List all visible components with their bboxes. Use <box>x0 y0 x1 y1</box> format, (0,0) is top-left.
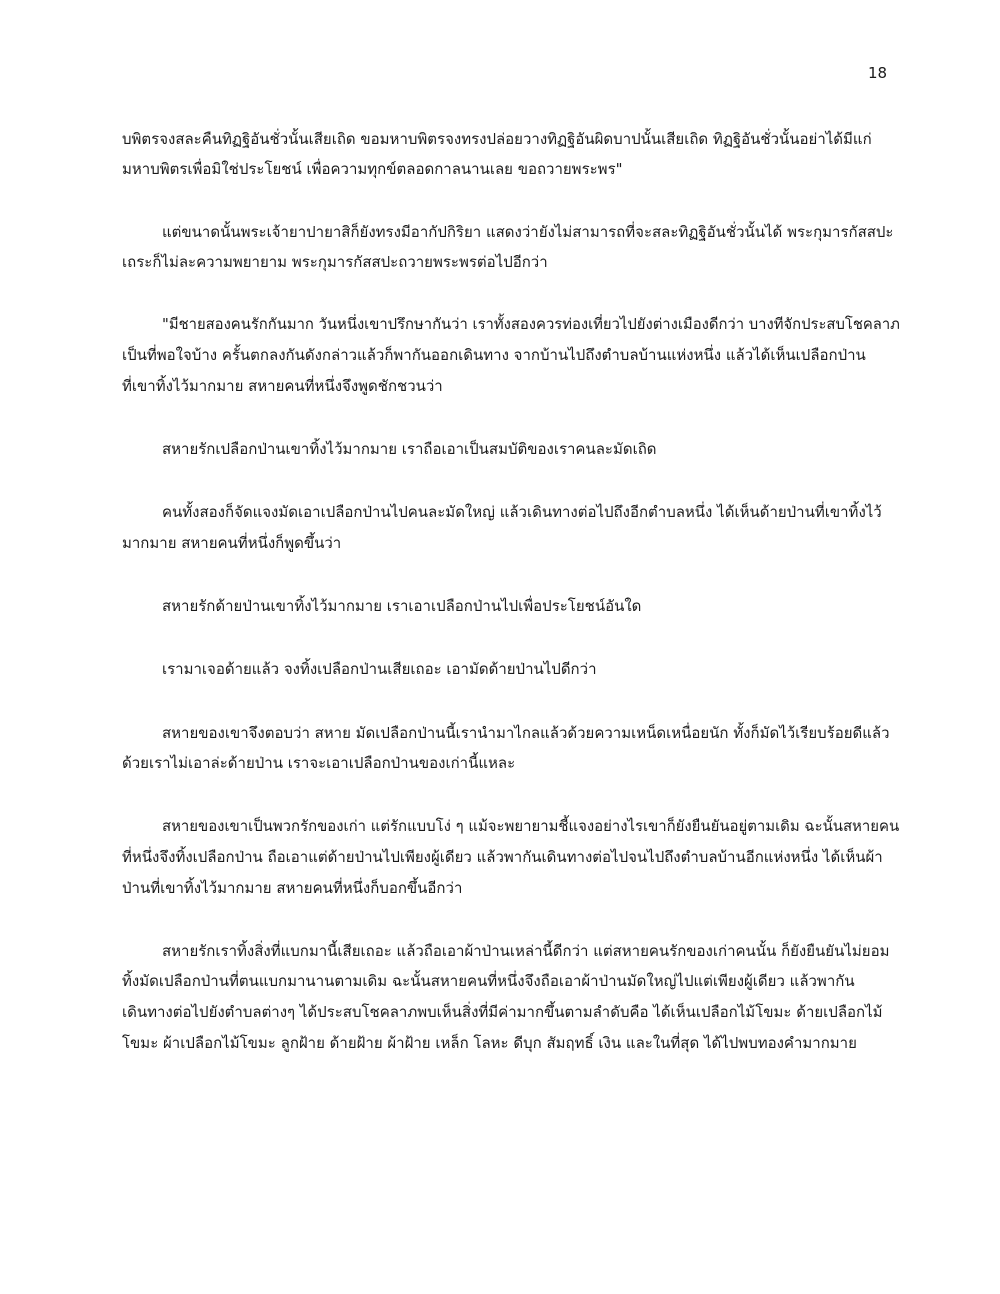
text-line: ด้วยเราไม่เอาล่ะด้ายป่าน เราจะเอาเปลือกป่านของเก่านี้แหละ <box>122 754 516 772</box>
text-line: คนทั้งสองก็จัดแจงมัดเอาเปลือกป่านไปคนละมัดใหญ่ แล้วเดินทางต่อไปถึงอีกตำบลหนึ่ง ได้เห็นด้ายป่านที่เขาทิ้งไว้ <box>162 503 882 521</box>
text-line: สหายของเขาเป็นพวกรักของเก่า แต่รักแบบโง่ ๆ แม้จะพยายามชี้แจงอย่างไรเขาก็ยังยืนยันอยู่ตามเดิม ฉะนั้นสหายคน <box>162 817 900 835</box>
text-line: สหายรักด้ายป่านเขาทิ้งไว้มากมาย เราเอาเปลือกป่านไปเพื่อประโยชน์อันใด <box>162 597 642 615</box>
text-line: โขมะ ผ้าเปลือกไม้โขมะ ลูกฝ้าย ด้ายฝ้าย ผ้าฝ้าย เหล็ก โลหะ ดีบุก สัมฤทธิ์ เงิน และในที่สุด ได้ไปพบทองคำมากมาย <box>122 1034 857 1052</box>
text-line: ที่เขาทิ้งไว้มากมาย สหายคนที่หนึ่งจึงพูดชักชวนว่า <box>122 377 443 395</box>
text-line: ทิ้งมัดเปลือกป่านที่ตนแบกมานานตามเดิม ฉะนั้นสหายคนที่หนึ่งจึงถือเอาผ้าป่านมัดใหญ่ไปแต่เพียงผู้เดียว แล้วพากัน <box>122 972 855 990</box>
text-line: ที่หนึ่งจึงทิ้งเปลือกป่าน ถือเอาแต่ด้ายป่านไปเพียงผู้เดียว แล้วพากันเดินทางต่อไปจนไปถึงตำบลบ้านอีกแห่งหนึ่ง ได้เห็นผ้า <box>122 848 883 866</box>
text-line: เป็นที่พอใจบ้าง ครั้นตกลงกันดังกล่าวแล้วก็พากันออกเดินทาง จากบ้านไปถึงตำบลบ้านแห่งหนึ่ง แล้วได้เห็นเปลือกป่าน <box>122 346 866 364</box>
page-number: 18 <box>868 64 888 82</box>
text-line: สหายรักเปลือกป่านเขาทิ้งไว้มากมาย เราถือเอาเป็นสมบัติของเราคนละมัดเถิด <box>162 440 657 458</box>
text-line: เรามาเจอด้ายแล้ว จงทิ้งเปลือกป่านเสียเถอะ เอามัดด้ายป่านไปดีกว่า <box>162 660 597 678</box>
text-line: สหายของเขาจึงตอบว่า สหาย มัดเปลือกป่านนี้เรานำมาไกลแล้วด้วยความเหน็ดเหนื่อยนัก ทั้งก็มัดไว้เรียบร้อยดีแล้ว <box>162 724 890 742</box>
text-line: แต่ขนาดนั้นพระเจ้ายาปายาสิก็ยังทรงมีอากัปกิริยา แสดงว่ายังไม่สามารถที่จะสละทิฏฐิอันชั่วนั้นได้ พระกุมารกัสสปะ <box>162 223 894 241</box>
text-line: เถระก็ไม่ละความพยายาม พระกุมารกัสสปะถวายพระพรต่อไปอีกว่า <box>122 253 548 271</box>
text-line: มากมาย สหายคนที่หนึ่งก็พูดขึ้นว่า <box>122 534 342 552</box>
text-line: สหายรักเราทิ้งสิ่งที่แบกมานี้เสียเถอะ แล้วถือเอาผ้าป่านเหล่านี้ดีกว่า แต่สหายคนรักของเก่าคนนั้น ก็ยังยืนยันไม่ยอม <box>162 942 890 960</box>
text-line: ป่านที่เขาทิ้งไว้มากมาย สหายคนที่หนึ่งก็บอกขึ้นอีกว่า <box>122 879 463 897</box>
text-line: เดินทางต่อไปยังตำบลต่างๆ ได้ประสบโชคลาภพบเห็นสิ่งที่มีค่ามากขึ้นตามลำดับคือ ได้เห็นเปลือกไม้โขมะ ด้ายเปลือกไม้ <box>122 1003 883 1021</box>
text-line: บพิตรจงสละคืนทิฏฐิอันชั่วนั้นเสียเถิด ขอมหาบพิตรจงทรงปล่อยวางทิฏฐิอันผิดบาปนั้นเสียเถิด ทิฏฐิอันชั่วนั้นอย่าได้มีแก่ <box>122 130 872 148</box>
text-line: "มีชายสองคนรักกันมาก วันหนึ่งเขาปรึกษากันว่า เราทั้งสองควรท่องเที่ยวไปยังต่างเมืองดีกว่า บางทีจักประสบโชคลาภ <box>162 316 900 333</box>
text-line: มหาบพิตรเพื่อมิใช่ประโยชน์ เพื่อความทุกข์ตลอดกาลนานเลย ขอถวายพระพร" <box>122 160 623 178</box>
